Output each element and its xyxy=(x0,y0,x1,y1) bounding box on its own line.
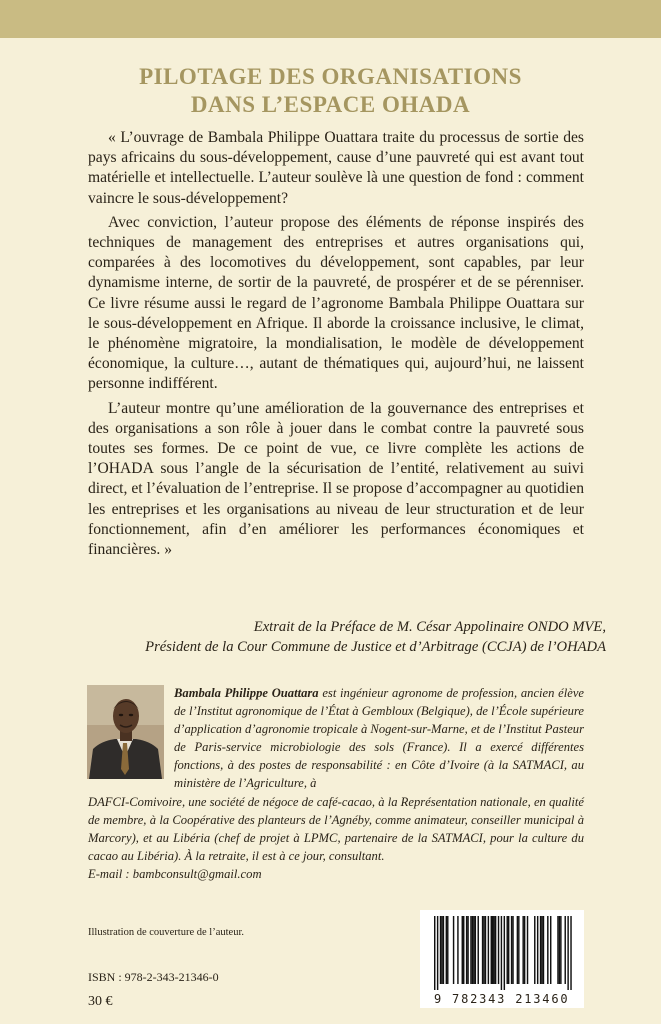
barcode-bar xyxy=(518,916,519,984)
blurb-paragraph-2: Avec conviction, l’auteur propose des éléments de réponse inspirés des techniques de management des entreprises et autres organisations qui, comparées à des locomotives du développement, sont capables, par leur dynamisme interne, de sortir de la pauvreté, de prospérer et de se pérenniser. Ce livre résume aussi le regard de l’agronome Bambala Philippe Ouattara sur le sous-développement en Afrique. Il aborde la croissance inclusive, le climat, le phénomène migratoire, la mondialisation, le modèle de développement économique, la culture…, autant de thématiques qui, aujourd’hui, ne laissent personne indifférent. xyxy=(88,213,584,393)
preface-credit xyxy=(46,617,606,657)
barcode-bar xyxy=(543,916,544,984)
author-photo xyxy=(87,685,164,779)
barcode-bar xyxy=(473,916,474,984)
blurb-paragraph-1: « L’ouvrage de Bambala Philippe Ouattara traite du processus de sortie des pays africains du sous-développement, cause d’une pauvreté qui est avant tout matérielle et intellectuelle. L’auteur soulève là une question de fond : comment vaincre le sous-développement? xyxy=(88,129,584,207)
barcode-bar xyxy=(482,916,483,984)
barcode-bar xyxy=(504,916,505,990)
barcode-bar xyxy=(507,916,508,984)
barcode-bar xyxy=(511,916,512,984)
barcode-bar xyxy=(447,916,448,984)
barcode-bar xyxy=(527,916,528,984)
barcode-bar xyxy=(483,916,484,984)
barcode-bar xyxy=(493,916,494,984)
barcode-bar xyxy=(441,916,442,984)
barcode-bar xyxy=(434,916,435,990)
barcode-bar xyxy=(491,916,492,984)
barcode-bar xyxy=(557,916,558,984)
barcode-bar xyxy=(463,916,464,984)
barcode-bar xyxy=(485,916,486,984)
barcode-bar xyxy=(462,916,463,984)
price: 30 € xyxy=(88,994,113,1009)
barcode-digits: 9 782343 213460 xyxy=(434,992,570,1006)
illustration-credit: Illustration de couverture de l’auteur. xyxy=(88,927,244,938)
barcode-bar xyxy=(472,916,473,984)
barcode-bar xyxy=(508,916,509,984)
author-bio-text-top: est ingénieur agronome de profession, ancien élève de l’Institut agronomique de l’État à Gembloux (Belgique), de l’École supérieure d’application d’agronomie tropicale à Nogent-sur-Marne, et de l’Institut Pasteur de Paris-service microbiologie des sols (France). Il a exercé différentes fonctions, à des postes de responsabilité : en Côte d’Ivoire (à la SATMACI, au ministère de l’Agriculture, à xyxy=(174,686,585,791)
barcode-bar xyxy=(522,916,523,984)
barcode-bar xyxy=(457,916,458,984)
barcode-bar xyxy=(475,916,476,984)
barcode-bar xyxy=(470,916,471,984)
isbn: ISBN : 978-2-343-21346-0 xyxy=(88,970,219,984)
author-bio-text-bottom: DAFCI-Comivoire, une société de négoce de café-cacao, à la Représentation nationale, en qualité de membre, à la Coopérative des planteurs de l’Agnéby, comme animateur, conseiller municipal à Marcory), et au Libéria (chef de projet à LPMC, partenaire de la SATMACI, pour la culture du cacao au Libéria). À la retraite, il est à ce jour, consultant. xyxy=(88,795,584,864)
barcode-bar xyxy=(492,916,493,984)
barcode-bar xyxy=(498,916,499,984)
barcode-bar xyxy=(565,916,566,984)
barcode-bar xyxy=(466,916,467,984)
barcode-bar xyxy=(495,916,496,984)
blurb-paragraph-3: L’auteur montre qu’une amélioration de la gouvernance des entreprises et des organisations a son rôle à jouer dans le combat contre la pauvreté sous toutes ses formes. De ce point de vue, ce livre complète les actions de l’OHADA sous l’angle de la sécurisation de l’entité, relativement au suivi direct, et l’évaluation de l’entreprise. Il se propose d’accompagner au quotidien les entreprises et les organisations au niveau de leur structuration et de leur fonctionnement, afin d’en améliorer les performances économiques et financières. » xyxy=(88,399,584,559)
author-bio-bottom xyxy=(88,793,584,883)
back-cover-blurb xyxy=(88,128,584,564)
barcode-bar xyxy=(559,916,560,984)
barcode-bar xyxy=(446,916,447,984)
author-bio-top xyxy=(174,684,584,793)
barcode-bar xyxy=(501,916,502,990)
top-color-band xyxy=(0,0,661,38)
barcode-bar xyxy=(534,916,535,984)
book-title-line-2: DANS L’ESPACE OHADA xyxy=(190,92,471,117)
author-email: E-mail : bambconsult@gmail.com xyxy=(88,867,262,882)
book-title-line-1: PILOTAGE DES ORGANISATIONS xyxy=(139,64,522,89)
barcode-bars xyxy=(420,910,584,990)
barcode-bar xyxy=(437,916,438,990)
barcode-bar xyxy=(524,916,525,984)
barcode-bar xyxy=(467,916,468,984)
barcode-bar xyxy=(478,916,479,984)
author-name: Bambala Philippe Ouattara xyxy=(174,686,319,700)
barcode-bar xyxy=(560,916,561,984)
barcode-bar xyxy=(440,916,441,984)
barcode-bar xyxy=(443,916,444,984)
barcode-bar xyxy=(570,916,571,990)
barcode xyxy=(420,910,584,1008)
barcode-bar xyxy=(537,916,538,984)
barcode-bar xyxy=(488,916,489,984)
barcode-bar xyxy=(512,916,513,984)
barcode-bar xyxy=(567,916,568,990)
barcode-bar xyxy=(541,916,542,984)
barcode-bar xyxy=(453,916,454,984)
barcode-bar xyxy=(517,916,518,984)
preface-credit-line-2: Président de la Cour Commune de Justice et d’Arbitrage (CCJA) de l’OHADA xyxy=(145,639,606,655)
barcode-bar xyxy=(550,916,551,984)
barcode-bar xyxy=(540,916,541,984)
barcode-bar xyxy=(547,916,548,984)
preface-credit-line-1: Extrait de la Préface de M. César Appolinaire ONDO MVE, xyxy=(253,619,606,635)
